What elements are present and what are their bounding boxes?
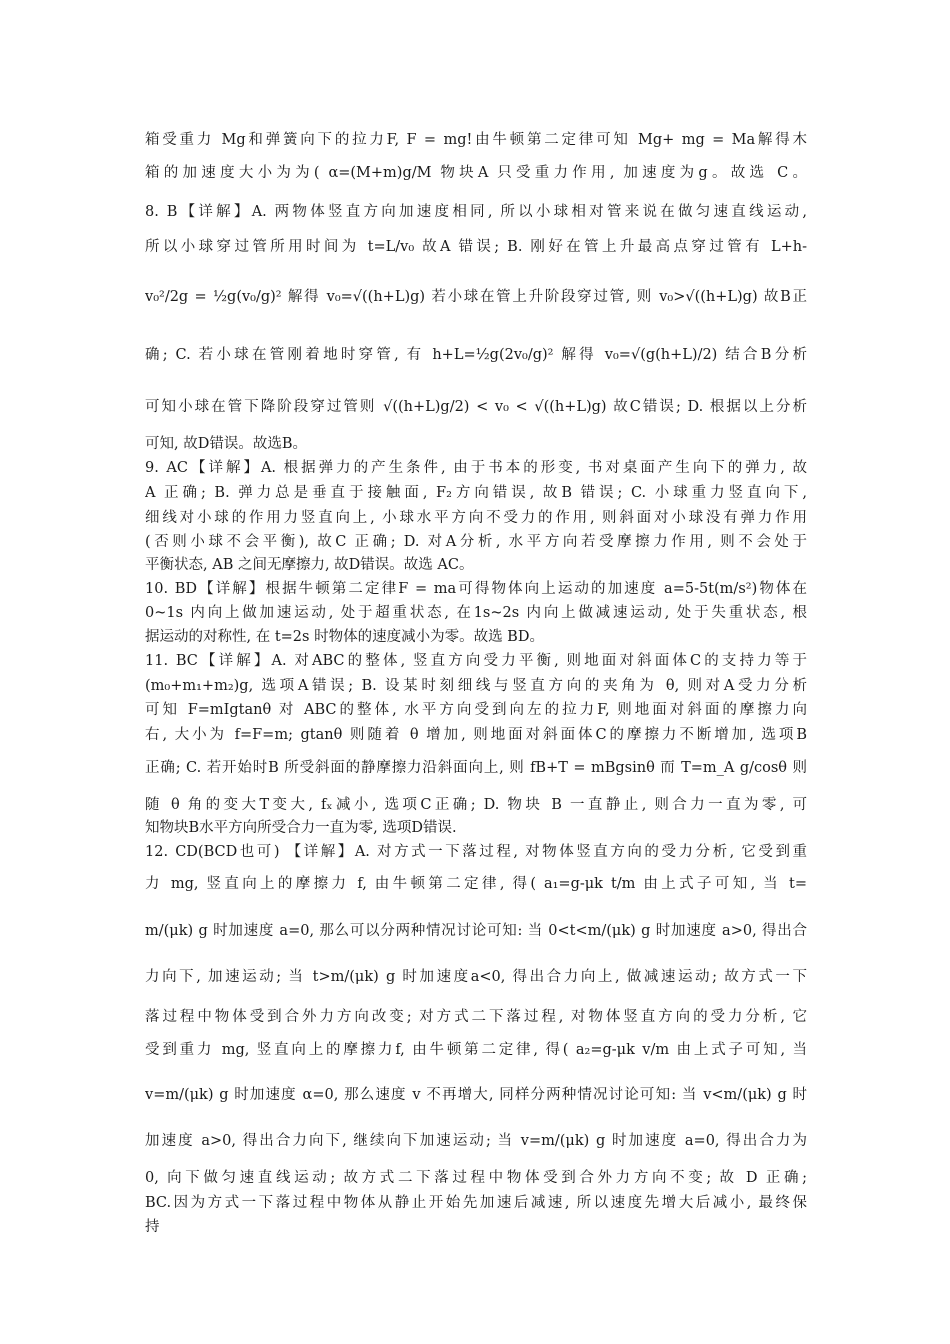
text-line: 箱的加速度大小为为( α=(M+m)g/M 物块A 只受重力作用, 加速度为g。故选 C。 — [145, 165, 807, 181]
text-line: 加速度 a>0, 得出合力向下, 继续向下加速运动; 当 v=m/(μk) g 时加速度 a=0, 得出合力为 — [145, 1133, 807, 1149]
text-line: 8. B【详解】A. 两物体竖直方向加速度相同, 所以小球相对管来说在做匀速直线运动, — [145, 204, 807, 220]
text-line: 正确; C. 若开始时B 所受斜面的静摩擦力沿斜面向上, 则 fB+T = mBgsinθ 而 T=m_A g/cosθ 则 — [145, 760, 807, 776]
text-line: v₀²/2g = ½g(v₀/g)² 解得 v₀=√((h+L)g) 若小球在管上升阶段穿过管, 则 v₀>√((h+L)g) 故B正 — [145, 289, 807, 305]
text-line: 力 mg, 竖直向上的摩擦力 f, 由牛顿第二定律, 得( a₁=g-μk t/m 由上式子可知, 当 t= — [145, 876, 807, 892]
text-line: 持 — [145, 1219, 160, 1235]
text-line: 力向下, 加速运动; 当 t>m/(μk) g 时加速度a<0, 得出合力向上, 做减速运动; 故方式一下 — [145, 969, 807, 985]
text-line: A 正确; B. 弹力总是垂直于接触面, F₂方向错误, 故B 错误; C. 小球重力竖直向下, — [145, 485, 807, 501]
text-line: (否则小球不会平衡), 故C 正确; D. 对A分析, 水平方向若受摩擦力作用, 则不会处于 — [145, 534, 807, 550]
text-line: 细线对小球的作用力竖直向上, 小球水平方向不受力的作用, 则斜面对小球没有弹力作用 — [145, 510, 807, 526]
text-line: 随 θ 角的变大T变大, fₓ减小, 选项C正确; D. 物块 B 一直静止, 则合力一直为零, 可 — [145, 797, 807, 813]
text-line: 可知, 故D错误。故选B。 — [145, 436, 307, 452]
text-line: 10. BD【详解】根据牛顿第二定律F = ma可得物体向上运动的加速度 a=5-5t(m/s²)物体在 — [145, 581, 807, 597]
text-line: 0~1s 内向上做加速运动, 处于超重状态, 在1s~2s 内向上做减速运动, 处于失重状态, 根 — [145, 605, 807, 621]
text-line: 可知 F=mIgtanθ 对 ABC的整体, 水平方向受到向左的拉力F, 则地面对斜面的摩擦力向 — [145, 702, 807, 718]
text-line: 箱受重力 Mg和弹簧向下的拉力F, F = mg!由牛顿第二定律可知 Mg+ mg = Ma解得木 — [145, 132, 807, 148]
text-line: 右, 大小为 f=F=m; gtanθ 则随着 θ 增加, 则地面对斜面体C的摩擦力不断增加, 选项B — [145, 727, 807, 743]
text-line: 可知小球在管下降阶段穿过管则 √((h+L)g/2) < v₀ < √((h+L)g) 故C错误; D. 根据以上分析 — [145, 399, 807, 415]
text-line: 12. CD(BCD也可) 【详解】A. 对方式一下落过程, 对物体竖直方向的受力分析, 它受到重 — [145, 844, 807, 860]
text-line: 平衡状态, AB 之间无摩擦力, 故D错误。故选 AC。 — [145, 557, 474, 573]
text-line: BC.因为方式一下落过程中物体从静止开始先加速后减速, 所以速度先增大后减小, 最终保 — [145, 1195, 807, 1211]
text-line: 11. BC【详解】A. 对ABC的整体, 竖直方向受力平衡, 则地面对斜面体C的支持力等于 — [145, 653, 807, 669]
text-line: 0, 向下做匀速直线运动; 故方式二下落过程中物体受到合外力方向不变; 故 D 正确; — [145, 1170, 807, 1186]
text-line: 落过程中物体受到合外力方向改变; 对方式二下落过程, 对物体竖直方向的受力分析, 它 — [145, 1009, 807, 1025]
text-line: 据运动的对称性, 在 t=2s 时物体的速度减小为零。故选 BD。 — [145, 629, 544, 645]
text-line: (m₀+m₁+m₂)g, 选项A错误; B. 设某时刻细线与竖直方向的夹角为 θ, 则对A受力分析 — [145, 678, 807, 694]
text-line: m/(μk) g 时加速度 a=0, 那么可以分两种情况讨论可知: 当 0<t<m/(μk) g 时加速度 a>0, 得出合 — [145, 923, 807, 939]
text-line: 所以小球穿过管所用时间为 t=L/v₀ 故A 错误; B. 刚好在管上升最高点穿过管有 L+h- — [145, 239, 807, 255]
text-line: 确; C. 若小球在管刚着地时穿管, 有 h+L=½g(2v₀/g)² 解得 v₀=√(g(h+L)/2) 结合B分析 — [145, 347, 807, 363]
text-line: 9. AC【详解】A. 根据弹力的产生条件, 由于书本的形变, 书对桌面产生向下的弹力, 故 — [145, 460, 807, 476]
text-line: 受到重力 mg, 竖直向上的摩擦力f, 由牛顿第二定律, 得( a₂=g-μk v/m 由上式子可知, 当 — [145, 1042, 807, 1058]
text-line: 知物块B水平方向所受合力一直为零, 选项D错误. — [145, 820, 457, 836]
text-line: v=m/(μk) g 时加速度 α=0, 那么速度 v 不再增大, 同样分两种情况讨论可知: 当 v<m/(μk) g 时 — [145, 1087, 807, 1103]
